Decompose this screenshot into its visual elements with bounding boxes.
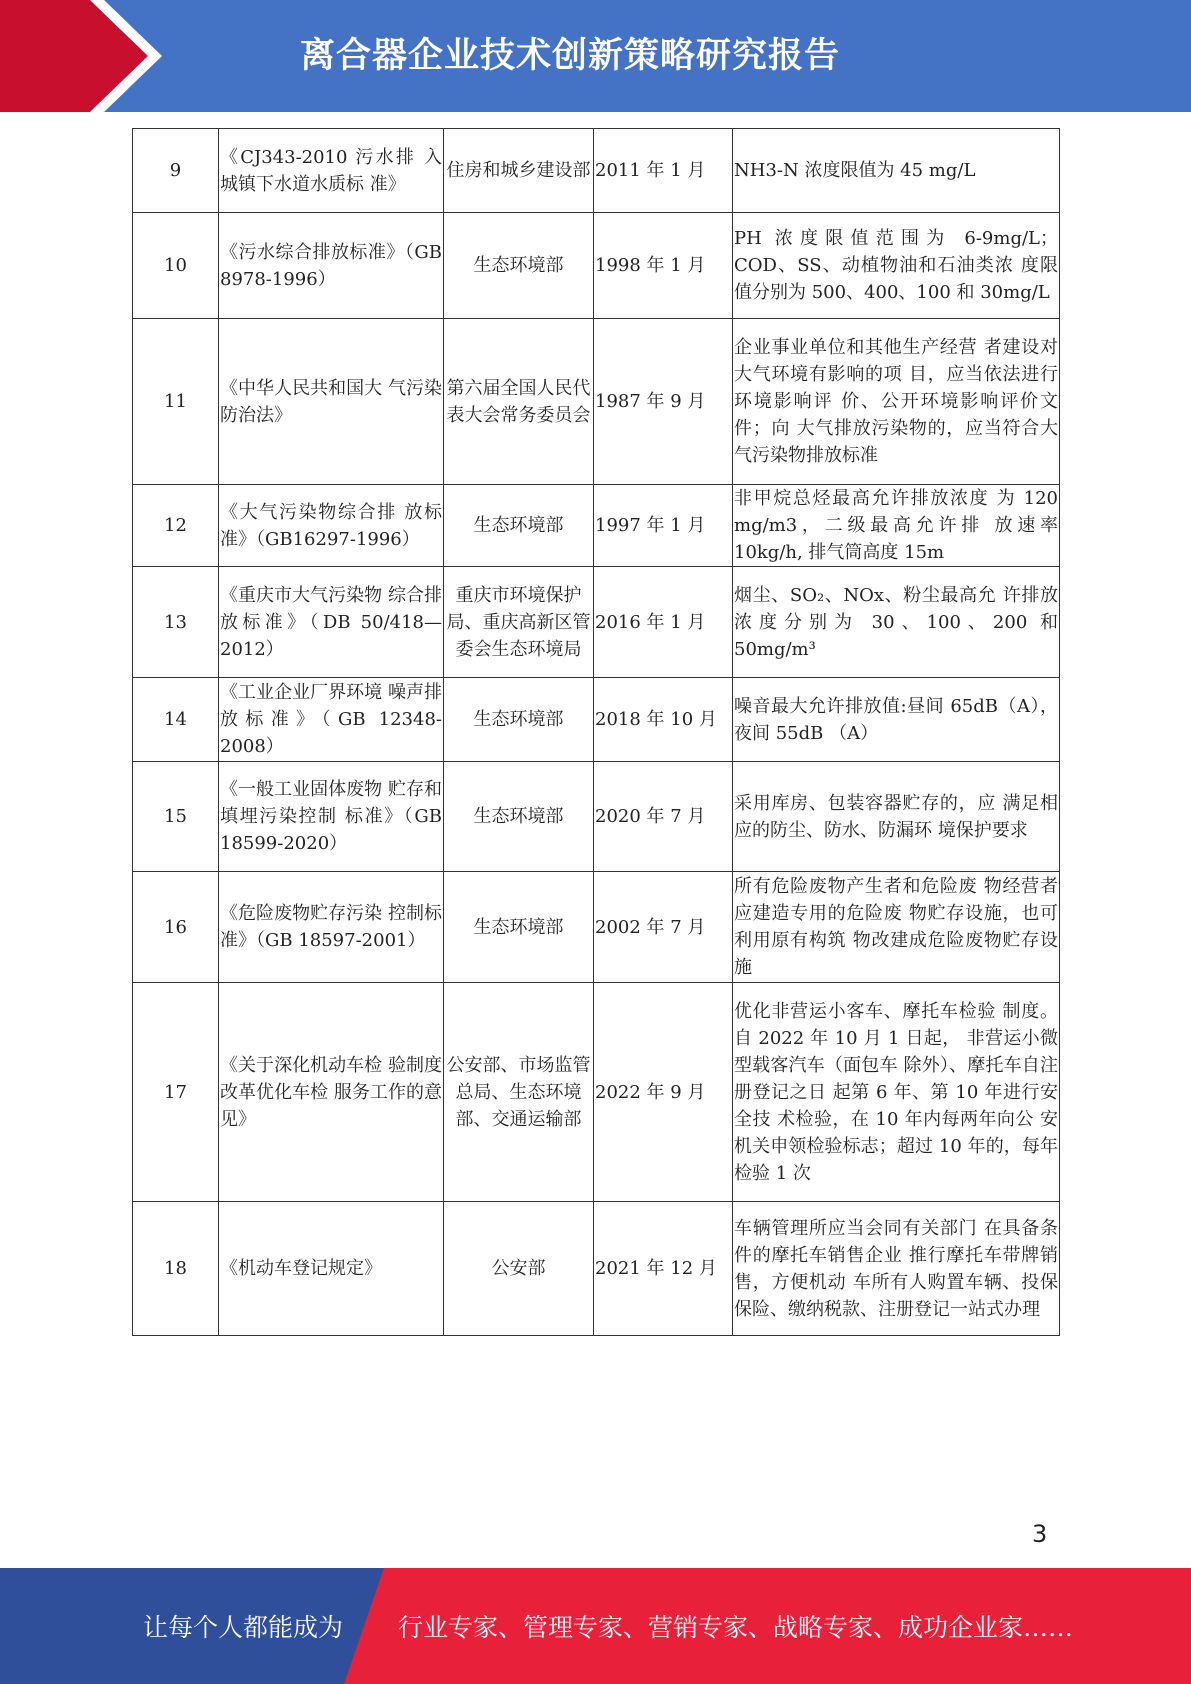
row-number: 12	[133, 485, 219, 567]
table-row	[133, 983, 1060, 1202]
requirement-description: 所有危险废物产生者和危险废 物经营者应建造专用的危险废 物贮存设施，也可利用原有构筑 物改建成危险废物贮存设施	[733, 872, 1060, 983]
effective-date: 2002 年 7 月	[594, 872, 733, 983]
row-number: 18	[133, 1202, 219, 1336]
standard-name: 《大气污染物综合排 放标准》（GB16297-1996）	[219, 485, 444, 567]
requirement-description: PH 浓度限值范围为 6-9mg/L； COD、SS、动植物油和石油类浓 度限值分别为 500、400、100 和 30mg/L	[733, 213, 1060, 319]
effective-date: 2018 年 10 月	[594, 678, 733, 762]
issuing-department: 重庆市环境保护局、重庆高新区管委会生态环境局	[444, 567, 594, 678]
effective-date: 2016 年 1 月	[594, 567, 733, 678]
standard-name: 《工业企业厂界环境 噪声排放标准》（GB 12348-2008）	[219, 678, 444, 762]
table-row	[133, 762, 1060, 872]
effective-date: 2021 年 12 月	[594, 1202, 733, 1336]
page-footer	[0, 1568, 1191, 1684]
row-number: 11	[133, 319, 219, 485]
standard-name: 《一般工业固体废物 贮存和填埋污染控制 标准》（GB 18599-2020）	[219, 762, 444, 872]
table-row	[133, 872, 1060, 983]
row-number: 17	[133, 983, 219, 1202]
requirement-description: 车辆管理所应当会同有关部门 在具备条件的摩托车销售企业 推行摩托车带牌销售，方便机动 车所有人购置车辆、投保保险、缴纳税款、注册登记一站式办理	[733, 1202, 1060, 1336]
standard-name: 《CJ343-2010 污水排 入城镇下水道水质标 准》	[219, 129, 444, 213]
requirement-description: NH3-N 浓度限值为 45 mg/L	[733, 129, 1060, 213]
row-number: 9	[133, 129, 219, 213]
requirement-description: 噪音最大允许排放值:昼间 65dB（A），夜间 55dB （A）	[733, 678, 1060, 762]
table-row	[133, 129, 1060, 213]
standard-name: 《关于深化机动车检 验制度改革优化车检 服务工作的意见》	[219, 983, 444, 1202]
report-title: 离合器企业技术创新策略研究报告	[300, 36, 841, 76]
effective-date: 2022 年 9 月	[594, 983, 733, 1202]
effective-date: 1998 年 1 月	[594, 213, 733, 319]
issuing-department: 生态环境部	[444, 872, 594, 983]
standards-table	[132, 128, 1060, 1336]
issuing-department: 公安部、市场监管总局、生态环境部、交通运输部	[444, 983, 594, 1202]
page-header	[0, 0, 1191, 112]
footer-slogan-lead: 让每个人都能成为	[143, 1613, 344, 1642]
issuing-department: 第六届全国人民代表大会常务委员会	[444, 319, 594, 485]
standard-name: 《污水综合排放标准》（GB 8978-1996）	[219, 213, 444, 319]
effective-date: 1997 年 1 月	[594, 485, 733, 567]
row-number: 16	[133, 872, 219, 983]
table-row	[133, 678, 1060, 762]
issuing-department: 生态环境部	[444, 485, 594, 567]
requirement-description: 非甲烷总烃最高允许排放浓度 为 120 mg/m3，二级最高允许排 放速率 10kg/h, 排气筒高度 15m	[733, 485, 1060, 567]
effective-date: 2020 年 7 月	[594, 762, 733, 872]
standard-name: 《机动车登记规定》	[219, 1202, 444, 1336]
issuing-department: 生态环境部	[444, 213, 594, 319]
requirement-description: 烟尘、SO₂、NOx、粉尘最高允 许排放浓度分别为 30、100、200 和 50mg/m³	[733, 567, 1060, 678]
table-row	[133, 485, 1060, 567]
requirement-description: 采用库房、包装容器贮存的，应 满足相应的防尘、防水、防漏环 境保护要求	[733, 762, 1060, 872]
row-number: 10	[133, 213, 219, 319]
issuing-department: 公安部	[444, 1202, 594, 1336]
issuing-department: 生态环境部	[444, 762, 594, 872]
page-number: 3	[1032, 1520, 1048, 1548]
table-row	[133, 1202, 1060, 1336]
requirement-description: 企业事业单位和其他生产经营 者建设对大气环境有影响的项 目，应当依法进行环境影响评 价、公开环境影响评价文件；向 大气排放污染物的，应当符合大 气污染物排放标准	[733, 319, 1060, 485]
row-number: 15	[133, 762, 219, 872]
standards-table-body	[133, 129, 1060, 1336]
effective-date: 1987 年 9 月	[594, 319, 733, 485]
requirement-description: 优化非营运小客车、摩托车检验 制度。自 2022 年 10 月 1 日起， 非营运小微型载客汽车（面包车 除外）、摩托车自注册登记之日 起第 6 年、第 10 年进行安全技 术检验，在 10 年内每两年向公 安机关申领检验标志；超过 10 年的，每年检验 1 次	[733, 983, 1060, 1202]
effective-date: 2011 年 1 月	[594, 129, 733, 213]
issuing-department: 住房和城乡建设部	[444, 129, 594, 213]
footer-slogan-roles: 行业专家、管理专家、营销专家、战略专家、成功企业家……	[398, 1613, 1074, 1642]
table-row	[133, 319, 1060, 485]
standard-name: 《中华人民共和国大 气污染防治法》	[219, 319, 444, 485]
issuing-department: 生态环境部	[444, 678, 594, 762]
standard-name: 《重庆市大气污染物 综合排放标准》（DB 50/418—2012）	[219, 567, 444, 678]
row-number: 13	[133, 567, 219, 678]
standard-name: 《危险废物贮存污染 控制标准》（GB 18597-2001）	[219, 872, 444, 983]
row-number: 14	[133, 678, 219, 762]
table-row	[133, 567, 1060, 678]
table-row	[133, 213, 1060, 319]
